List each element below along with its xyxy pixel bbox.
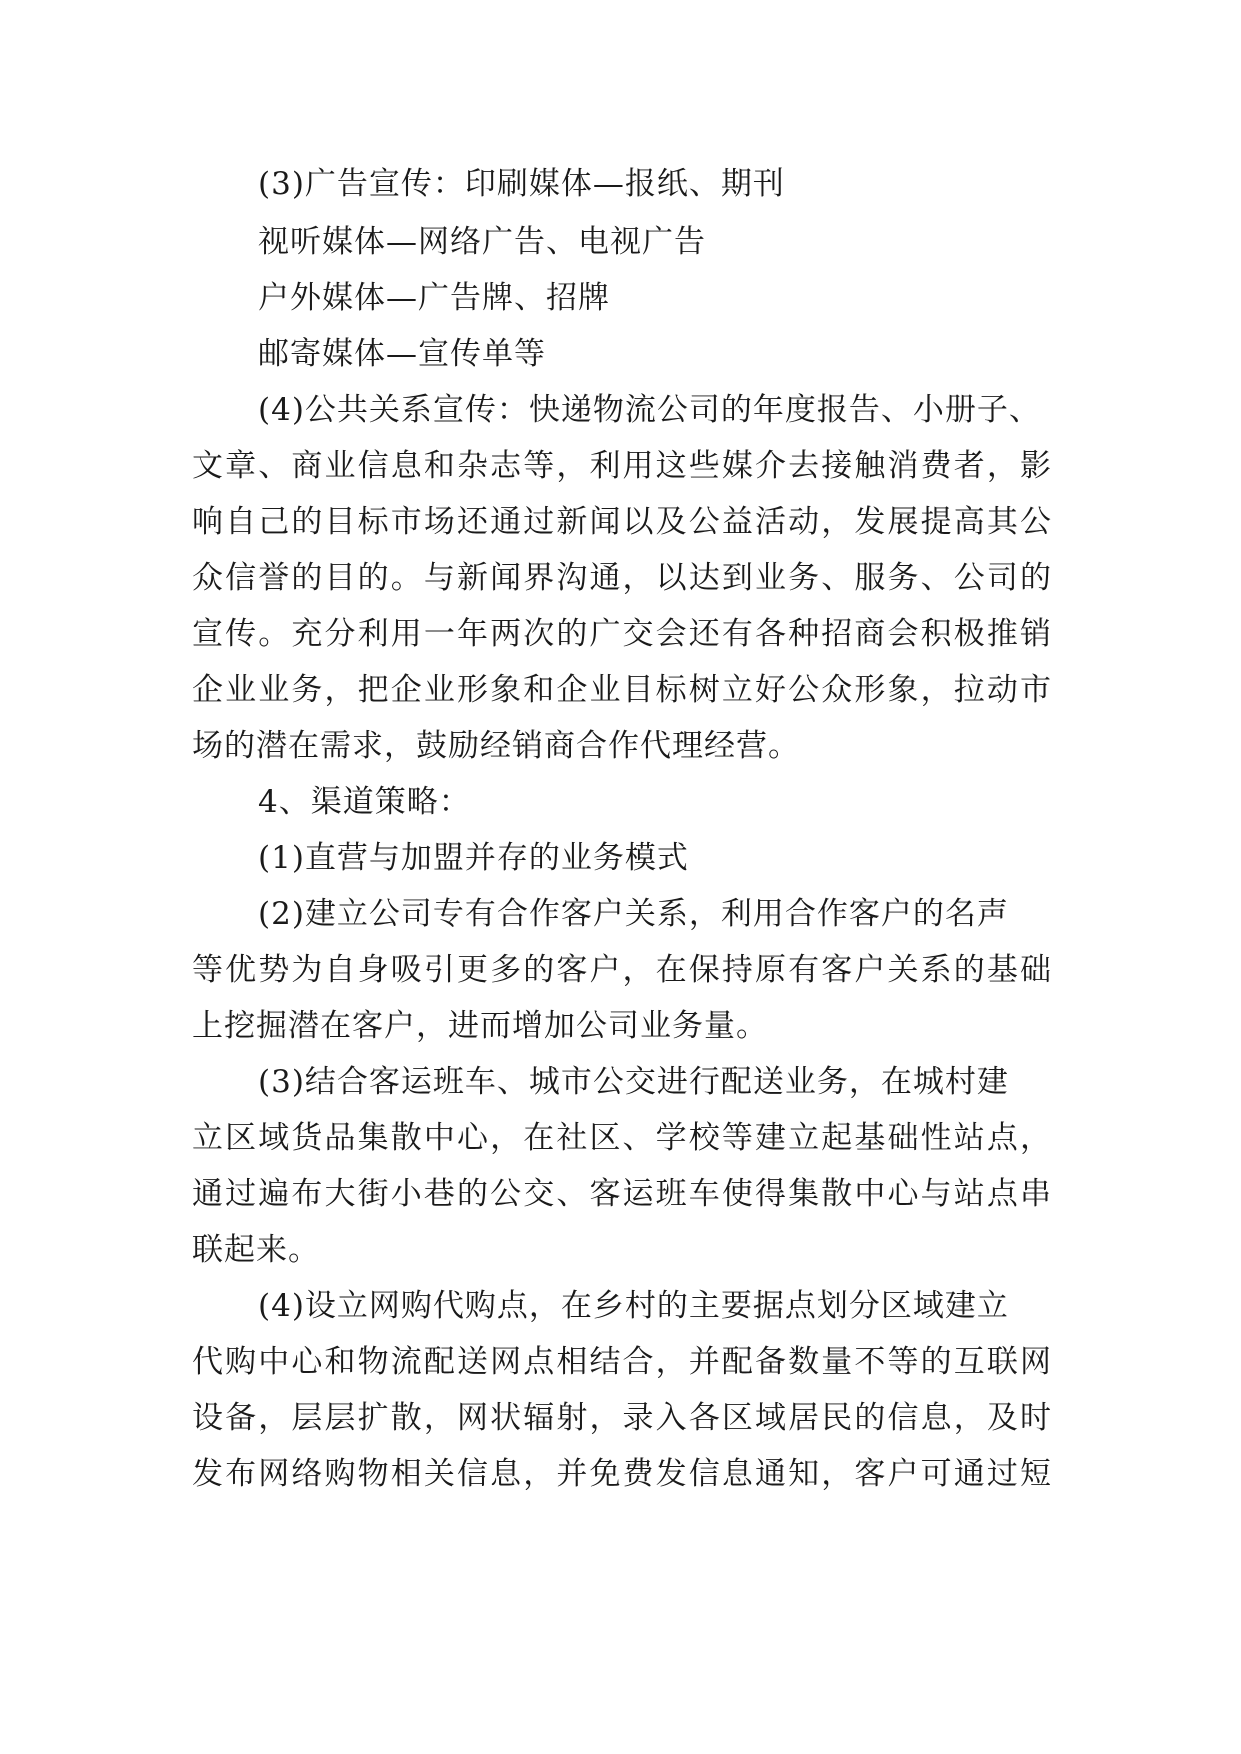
para-ad-promo-line-4: 邮寄媒体—宣传单等 xyxy=(258,336,546,372)
para-channel-1-line-1: (1)直营与加盟并存的业务模式 xyxy=(258,840,689,876)
para-channel-4-line-4: 发布网络购物相关信息，并免费发信息通知，客户可通过短 xyxy=(192,1456,1052,1492)
para-pr-line-3: 响自己的目标市场还通过新闻以及公益活动，发展提高其公 xyxy=(192,504,1052,540)
para-pr-line-1: (4)公共关系宣传：快递物流公司的年度报告、小册子、 xyxy=(258,392,1041,428)
para-pr-line-7: 场的潜在需求，鼓励经销商合作代理经营。 xyxy=(192,728,800,764)
para-pr-line-5: 宣传。充分利用一年两次的广交会还有各种招商会积极推销 xyxy=(192,616,1052,652)
para-pr-line-4: 众信誉的目的。与新闻界沟通，以达到业务、服务、公司的 xyxy=(192,560,1052,596)
para-channel-3-line-3: 通过遍布大街小巷的公交、客运班车使得集散中心与站点串 xyxy=(192,1176,1052,1212)
para-ad-promo-line-3: 户外媒体—广告牌、招牌 xyxy=(258,280,610,316)
para-pr-line-6: 企业业务，把企业形象和企业目标树立好公众形象，拉动市 xyxy=(192,672,1052,708)
section-heading-channel-strategy: 4、渠道策略： xyxy=(258,784,471,820)
para-channel-4-line-3: 设备，层层扩散，网状辐射，录入各区域居民的信息，及时 xyxy=(192,1400,1052,1436)
para-channel-2-line-3: 上挖掘潜在客户，进而增加公司业务量。 xyxy=(192,1008,768,1044)
para-channel-2-line-1: (2)建立公司专有合作客户关系，利用合作客户的名声 xyxy=(258,896,1009,932)
para-channel-4-line-2: 代购中心和物流配送网点相结合，并配备数量不等的互联网 xyxy=(192,1344,1052,1380)
para-channel-2-line-2: 等优势为自身吸引更多的客户，在保持原有客户关系的基础 xyxy=(192,952,1052,988)
para-channel-3-line-4: 联起来。 xyxy=(192,1232,320,1268)
para-ad-promo-line-1: (3)广告宣传：印刷媒体—报纸、期刊 xyxy=(258,166,785,202)
para-channel-4-line-1: (4)设立网购代购点，在乡村的主要据点划分区域建立 xyxy=(258,1288,1009,1324)
para-ad-promo-line-2: 视听媒体—网络广告、电视广告 xyxy=(258,224,706,260)
para-channel-3-line-2: 立区域货品集散中心，在社区、学校等建立起基础性站点， xyxy=(192,1120,1052,1156)
para-pr-line-2: 文章、商业信息和杂志等，利用这些媒介去接触消费者，影 xyxy=(192,448,1052,484)
para-channel-3-line-1: (3)结合客运班车、城市公交进行配送业务，在城村建 xyxy=(258,1064,1009,1100)
